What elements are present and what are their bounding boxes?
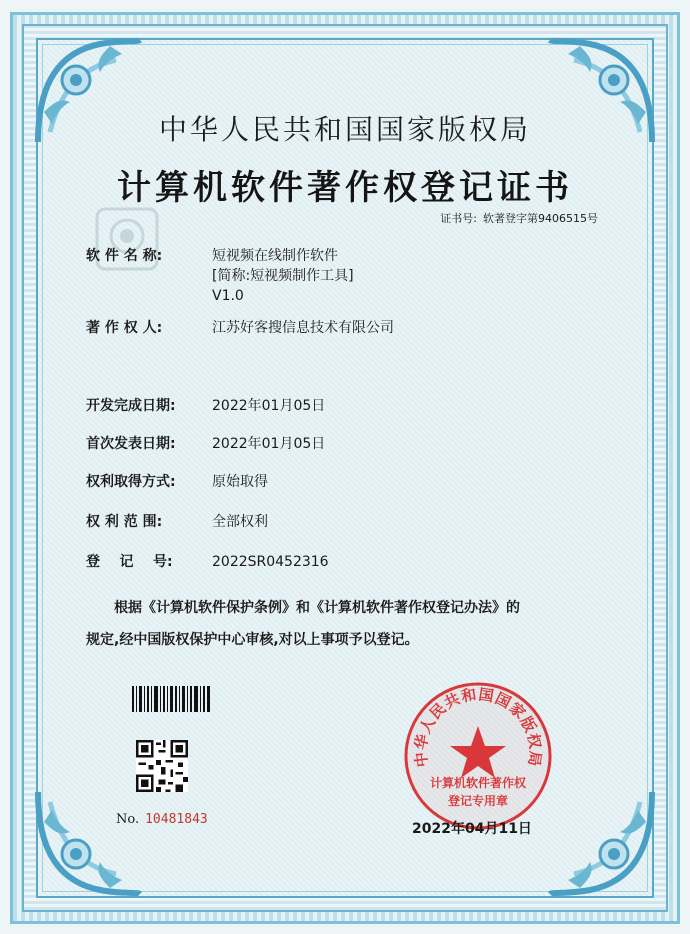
official-seal-icon — [402, 680, 554, 832]
seal-text-line-1: 计算机软件著作权 — [429, 776, 526, 790]
statement-line-2: 规定,经中国版权保护中心审核,对以上事项予以登记。 — [86, 632, 419, 648]
copyright-owner-row — [86, 318, 394, 338]
software-short-name: [简称:短视频制作工具] — [212, 268, 354, 284]
registration-number-label: 登 记 号: — [86, 554, 173, 570]
software-name-row — [86, 246, 354, 306]
publish-date-value: 2022年01月05日 — [212, 436, 326, 452]
issuer-title: 中华人民共和国国家版权局 — [158, 113, 531, 146]
rights-scope-value: 全部权利 — [212, 514, 268, 530]
software-version: V1.0 — [212, 288, 244, 304]
certificate-number-label: 证书号: — [440, 212, 477, 225]
rights-scope-label: 权 利 范 围: — [86, 514, 163, 530]
registration-statement — [86, 592, 626, 656]
serial-label: No. — [116, 812, 140, 827]
qr-code-icon — [136, 740, 188, 792]
publish-date-label: 首次发表日期: — [86, 436, 176, 452]
rights-method-label: 权利取得方式: — [86, 474, 176, 490]
barcode-icon — [132, 686, 210, 712]
copyright-owner-value: 江苏好客搜信息技术有限公司 — [212, 320, 394, 336]
corner-ornament-bottom-right — [542, 784, 660, 902]
dev-date-row — [86, 396, 325, 416]
rights-method-value: 原始取得 — [212, 474, 268, 490]
registration-number-row — [86, 552, 329, 572]
rights-method-row — [86, 472, 268, 492]
dev-date-value: 2022年01月05日 — [212, 398, 326, 414]
certificate-title: 计算机软件著作权登记证书 — [117, 168, 573, 208]
seal-ring-text: 中华人民共和国国家版权局 — [411, 685, 545, 769]
certificate-number — [434, 210, 598, 226]
registration-number-value: 2022SR0452316 — [212, 554, 329, 570]
dev-date-label: 开发完成日期: — [86, 398, 176, 414]
corner-ornament-bottom-left — [30, 784, 148, 902]
copyright-owner-label: 著 作 权 人: — [86, 320, 163, 336]
serial-value: 10481843 — [145, 812, 208, 827]
issue-date: 2022年04月11日 — [412, 821, 532, 837]
statement-line-1: 根据《计算机软件保护条例》和《计算机软件著作权登记办法》的 — [114, 600, 520, 616]
certificate-number-value: 软著登字第9406515号 — [483, 212, 598, 225]
software-name-label: 软 件 名 称: — [86, 248, 163, 264]
rights-scope-row — [86, 512, 268, 532]
seal-text-line-2: 登记专用章 — [447, 794, 508, 808]
serial-number — [116, 812, 208, 827]
software-name-value: 短视频在线制作软件 — [212, 248, 338, 264]
publish-date-row — [86, 434, 325, 454]
